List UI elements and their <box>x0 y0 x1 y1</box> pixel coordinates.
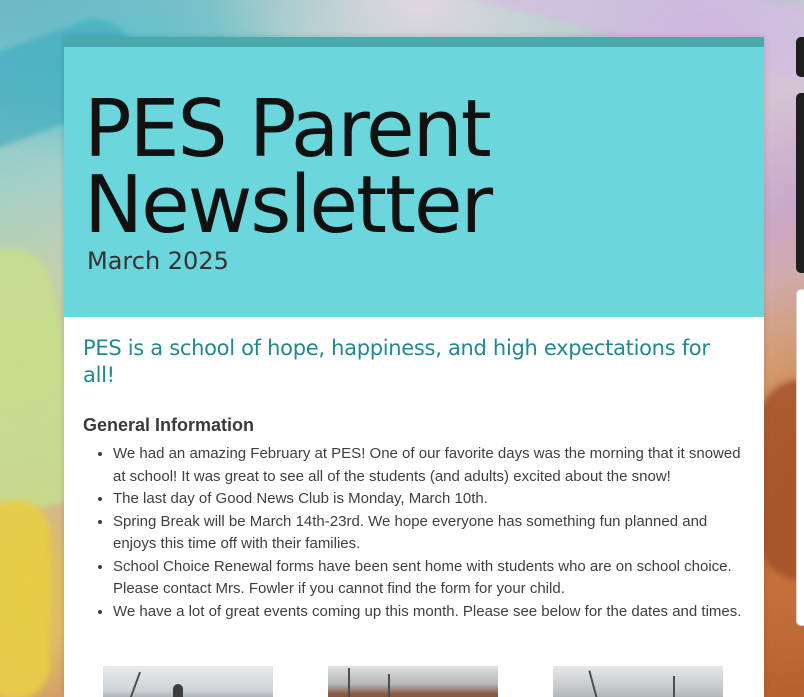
side-widget-tab[interactable] <box>796 289 804 626</box>
list-item: • The last day of Good News Club is Monday, March 10th. <box>113 488 745 511</box>
side-widget-tab[interactable] <box>796 93 804 273</box>
newsletter-card <box>64 37 764 697</box>
snow-day-photo[interactable] <box>103 666 273 697</box>
newsletter-header <box>64 47 764 317</box>
tree-branch <box>127 672 141 697</box>
newsletter-title: PES Parent Newsletter <box>84 83 492 251</box>
tree-branch <box>348 668 350 697</box>
tree-branch <box>173 684 183 697</box>
tree-branch <box>588 670 599 697</box>
school-building-photo[interactable] <box>328 666 498 697</box>
header-accent-bar <box>64 37 764 47</box>
list-item: • We had an amazing February at PES! One of our favorite days was the morning that it snowed at school! It was great to see all of the students (and adults) excited about the snow! <box>113 443 745 488</box>
general-info-list <box>83 443 745 623</box>
side-widget-strip <box>796 37 804 637</box>
newsletter-content <box>64 317 764 623</box>
tree-branch <box>673 676 675 697</box>
list-item: • We have a lot of great events coming up this month. Please see below for the dates and times. <box>113 601 745 624</box>
side-widget-tab[interactable] <box>796 37 804 77</box>
section-heading-general-info: General Information <box>83 415 255 435</box>
list-item: • School Choice Renewal forms have been sent home with students who are on school choice. Please contact Mrs. Fowler if you cannot find the form for your child. <box>113 556 745 601</box>
tree-branch <box>388 674 390 697</box>
school-tagline: PES is a school of hope, happiness, and high expectations for all! <box>83 336 710 387</box>
snowy-playground-photo[interactable] <box>553 666 723 697</box>
list-item: • Spring Break will be March 14th-23rd. We hope everyone has something fun planned and enjoys this time off with their families. <box>113 511 745 556</box>
chalk-stripe <box>0 500 50 697</box>
newsletter-date: March 2025 <box>87 247 229 275</box>
photo-row <box>103 666 723 697</box>
